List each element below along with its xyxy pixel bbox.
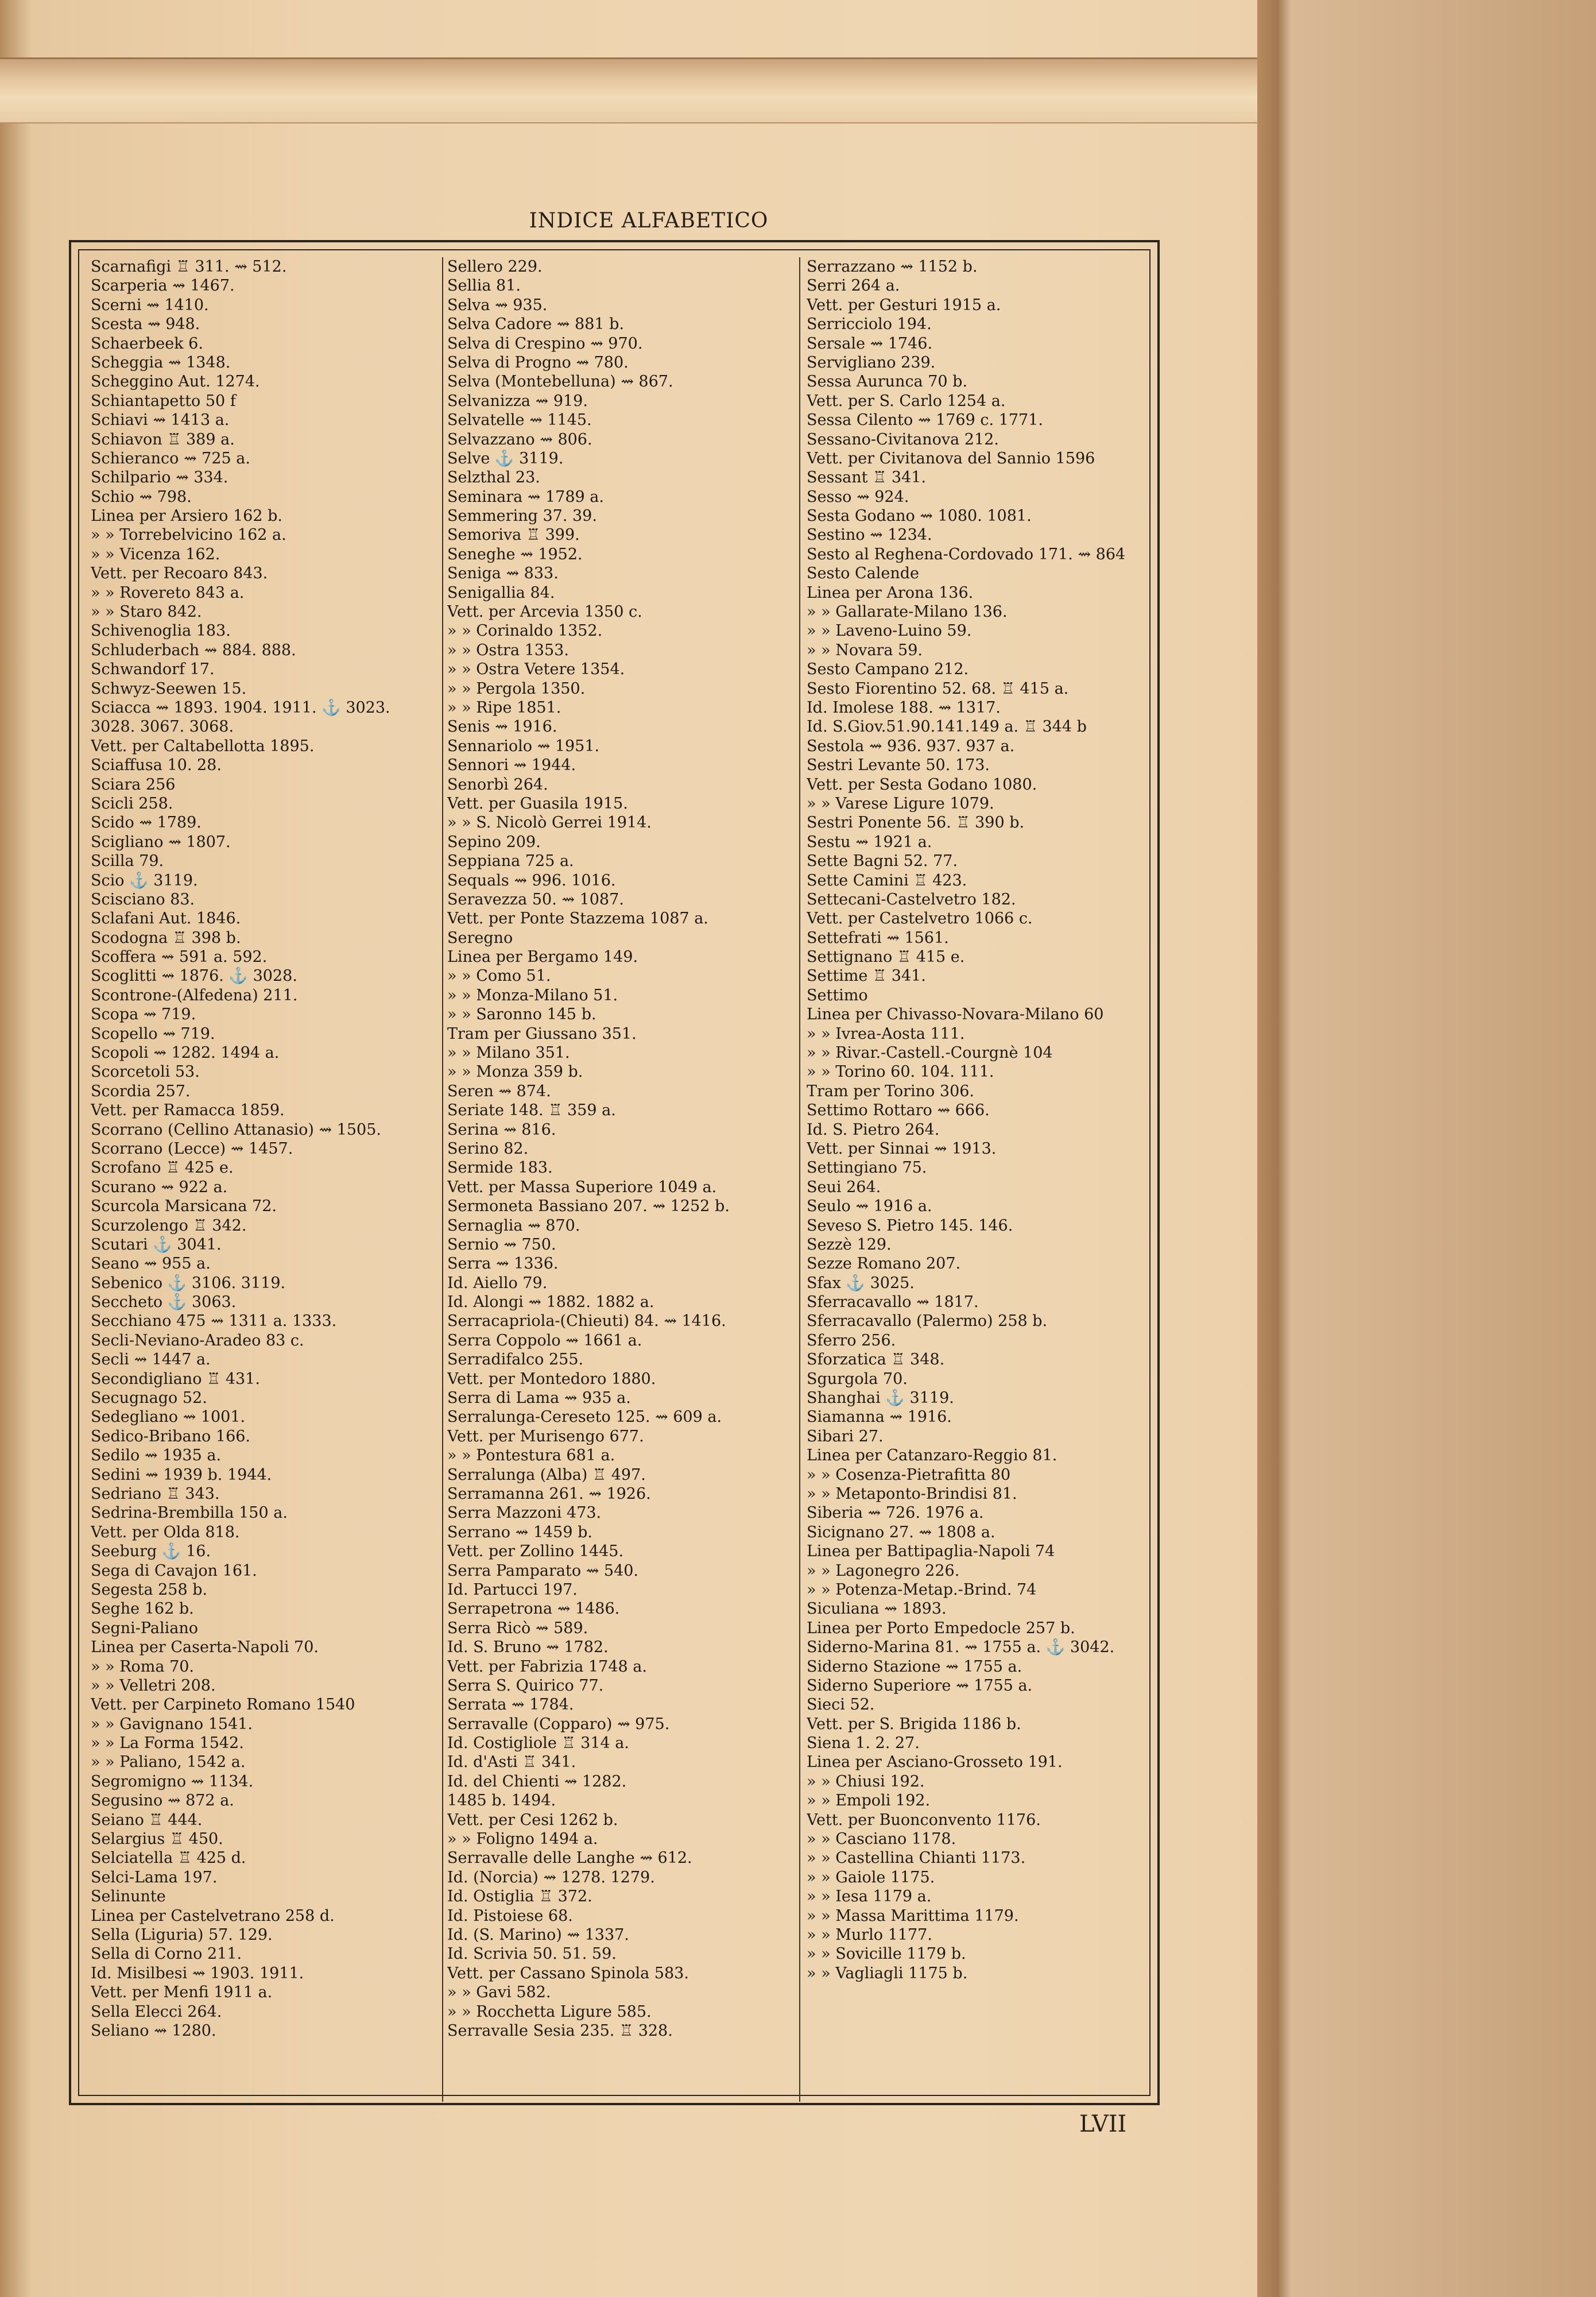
index-entry: Sieci 52. (807, 1696, 875, 1714)
index-entry: Secondigliano ♖ 431. (91, 1370, 260, 1388)
index-entry: » » Rivar.-Castell.-Courgnè 104 (807, 1044, 1053, 1062)
index-entry: Serri 264 a. (807, 277, 900, 295)
index-entry: » » Metaponto-Brindisi 81. (807, 1485, 1017, 1503)
index-entry: Seano ⇝ 955 a. (91, 1255, 211, 1273)
index-entry: Serramanna 261. ⇝ 1926. (447, 1485, 651, 1503)
index-entry: Siberia ⇝ 726. 1976 a. (807, 1504, 984, 1522)
index-entry: Sesso ⇝ 924. (807, 488, 909, 506)
index-entry: 1485 b. 1494. (447, 1792, 556, 1810)
index-entry: Vett. per Cesi 1262 b. (447, 1811, 618, 1829)
index-entry: Sicignano 27. ⇝ 1808 a. (807, 1523, 995, 1541)
index-entry: Sessant ♖ 341. (807, 469, 927, 487)
index-entry: Linea per Catanzaro-Reggio 81. (807, 1447, 1057, 1465)
index-entry: Settimo (807, 986, 868, 1004)
index-entry: » » Monza-Milano 51. (447, 986, 618, 1004)
index-entry: Segromigno ⇝ 1134. (91, 1772, 254, 1791)
index-entry: » » Iesa 1179 a. (807, 1888, 932, 1906)
index-entry: Settime ♖ 341. (807, 967, 926, 985)
index-entry: Schieranco ⇝ 725 a. (91, 449, 250, 467)
index-entry: » » Corinaldo 1352. (447, 622, 603, 640)
index-entry: Sesto Campano 212. (807, 660, 969, 679)
index-entry: Settecani-Castelvetro 182. (807, 890, 1016, 908)
index-entry: Serralunga-Cereseto 125. ⇝ 609 a. (447, 1408, 722, 1426)
index-entry: » » Pontestura 681 a. (447, 1447, 615, 1465)
index-entry: » » Saronno 145 b. (447, 1006, 596, 1024)
index-entry: Scheggia ⇝ 1348. (91, 353, 231, 372)
index-entry: » » Massa Marittima 1179. (807, 1907, 1019, 1925)
index-entry: Seravezza 50. ⇝ 1087. (447, 890, 624, 908)
index-entry: Schaerbeek 6. (91, 334, 203, 353)
index-entry: Sestu ⇝ 1921 a. (807, 833, 932, 851)
index-entry: Settingiano 75. (807, 1159, 927, 1177)
index-entry: Serravalle (Copparo) ⇝ 975. (447, 1715, 670, 1733)
index-entry: » » Gavignano 1541. (91, 1715, 253, 1733)
index-entry: Seeburg ⚓ 16. (91, 1542, 211, 1561)
index-entry: Scicli 258. (91, 794, 173, 813)
index-entry: Sernio ⇝ 750. (447, 1235, 556, 1254)
column-divider (799, 257, 800, 2102)
index-entry: Vett. per Massa Superiore 1049 a. (447, 1178, 717, 1196)
index-entry: Sersale ⇝ 1746. (807, 334, 933, 353)
index-entry: Sesto Calende (807, 564, 920, 583)
index-entry: Sernaglia ⇝ 870. (447, 1216, 580, 1235)
index-entry: Siculiana ⇝ 1893. (807, 1600, 947, 1618)
index-entry: Semoriva ♖ 399. (447, 526, 580, 544)
index-entry: Seulo ⇝ 1916 a. (807, 1197, 932, 1216)
index-entry: Sclafani Aut. 1846. (91, 910, 241, 928)
index-column-2 (447, 257, 797, 2040)
index-entry: Sedini ⇝ 1939 b. 1944. (91, 1465, 272, 1484)
index-entry: Serrano ⇝ 1459 b. (447, 1523, 592, 1541)
index-entry: Sferracavallo ⇝ 1817. (807, 1293, 979, 1312)
index-entry: Tram per Giussano 351. (447, 1024, 637, 1043)
index-entry: » » Cosenza-Pietrafitta 80 (807, 1465, 1011, 1484)
index-entry: Serra Mazzoni 473. (447, 1504, 602, 1522)
index-entry: Sella Elecci 264. (91, 2002, 222, 2021)
index-entry: Selva ⇝ 935. (447, 296, 548, 314)
index-entry: Id. (S. Marino) ⇝ 1337. (447, 1925, 629, 1944)
index-entry: Sennariolo ⇝ 1951. (447, 737, 600, 755)
index-entry: Scopello ⇝ 719. (91, 1024, 215, 1043)
index-entry: Sennori ⇝ 1944. (447, 756, 576, 775)
index-entry: » » Gallarate-Milano 136. (807, 603, 1008, 621)
index-entry: Secugnago 52. (91, 1389, 207, 1407)
index-entry: » » Ivrea-Aosta 111. (807, 1024, 965, 1043)
index-entry: Scido ⇝ 1789. (91, 814, 202, 832)
index-entry: Linea per Castelvetrano 258 d. (91, 1907, 335, 1925)
index-entry: Vett. per Carpineto Romano 1540 (91, 1696, 355, 1714)
index-entry: » » Torino 60. 104. 111. (807, 1063, 994, 1081)
index-entry: Scutari ⚓ 3041. (91, 1235, 222, 1254)
index-entry: 3028. 3067. 3068. (91, 718, 234, 736)
index-entry: Serralunga (Alba) ♖ 497. (447, 1465, 646, 1484)
index-entry: Id. (Norcia) ⇝ 1278. 1279. (447, 1868, 655, 1886)
page-fold (0, 57, 1297, 123)
index-entry: Settignano ♖ 415 e. (807, 948, 965, 966)
index-entry: Sesta Godano ⇝ 1080. 1081. (807, 507, 1032, 525)
index-entry: Siamanna ⇝ 1916. (807, 1408, 952, 1426)
index-entry: Scorcetoli 53. (91, 1063, 200, 1081)
index-entry: Shanghai ⚓ 3119. (807, 1389, 954, 1407)
index-entry: Sebenico ⚓ 3106. 3119. (91, 1274, 286, 1292)
page-number: LVII (1079, 2111, 1127, 2137)
index-entry: Vett. per Ponte Stazzema 1087 a. (447, 910, 708, 928)
index-entry: » » Rovereto 843 a. (91, 583, 245, 602)
index-entry: Serino 82. (447, 1139, 529, 1158)
index-entry: Sesto al Reghena-Cordovado 171. ⇝ 864 (807, 545, 1126, 563)
index-entry: Vett. per Zollino 1445. (447, 1542, 624, 1561)
index-entry: Sedegliano ⇝ 1001. (91, 1408, 246, 1426)
index-entry: Id. S. Pietro 264. (807, 1120, 940, 1139)
index-entry: Serra di Lama ⇝ 935 a. (447, 1389, 631, 1407)
index-entry: Scopoli ⇝ 1282. 1494 a. (91, 1044, 280, 1062)
index-entry: » » Potenza-Metap.-Brind. 74 (807, 1580, 1037, 1599)
index-entry: Schluderbach ⇝ 884. 888. (91, 641, 296, 659)
index-entry: Seneghe ⇝ 1952. (447, 545, 583, 563)
index-entry: Vett. per Olda 818. (91, 1523, 240, 1541)
index-entry: Selvatelle ⇝ 1145. (447, 411, 592, 430)
index-entry: » » Staro 842. (91, 603, 202, 621)
index-entry: » » Pergola 1350. (447, 679, 586, 698)
index-entry: Sciaffusa 10. 28. (91, 756, 222, 775)
index-entry: Linea per Asciano-Grosseto 191. (807, 1753, 1063, 1772)
index-entry: Sepino 209. (447, 833, 541, 851)
index-entry: » » S. Nicolò Gerrei 1914. (447, 814, 652, 832)
index-entry: Vett. per Montedoro 1880. (447, 1370, 656, 1388)
index-entry: Vett. per Recoaro 843. (91, 564, 268, 583)
index-entry: » » Lagonegro 226. (807, 1561, 960, 1580)
index-entry: Serra Coppolo ⇝ 1661 a. (447, 1331, 642, 1349)
index-entry: » » Paliano, 1542 a. (91, 1753, 246, 1772)
index-entry: Schiavi ⇝ 1413 a. (91, 411, 230, 430)
index-entry: Seveso S. Pietro 145. 146. (807, 1216, 1013, 1235)
index-entry: Serrata ⇝ 1784. (447, 1696, 574, 1714)
index-entry: Sette Camini ♖ 423. (807, 871, 967, 890)
index-entry: Linea per Caserta-Napoli 70. (91, 1638, 319, 1657)
index-entry: Id. del Chienti ⇝ 1282. (447, 1772, 627, 1791)
index-entry: Selva di Crespino ⇝ 970. (447, 334, 643, 353)
index-entry: Scerni ⇝ 1410. (91, 296, 209, 314)
index-entry: Seniga ⇝ 833. (447, 564, 559, 583)
index-entry: Secchiano 475 ⇝ 1311 a. 1333. (91, 1312, 337, 1331)
index-entry: Scoffera ⇝ 591 a. 592. (91, 948, 268, 966)
column-divider (442, 257, 443, 2102)
index-entry: Sferro 256. (807, 1331, 896, 1349)
index-entry: Serradifalco 255. (447, 1351, 584, 1369)
index-entry: Scesta ⇝ 948. (91, 315, 200, 334)
index-entry: Schwandorf 17. (91, 660, 215, 679)
index-entry: Vett. per Fabrizia 1748 a. (447, 1657, 647, 1676)
index-entry: Scoglitti ⇝ 1876. ⚓ 3028. (91, 967, 297, 985)
index-entry: » » Torrebelvicino 162 a. (91, 526, 286, 544)
index-entry: Senigallia 84. (447, 583, 555, 602)
index-entry: Sermide 183. (447, 1159, 553, 1177)
index-entry: Id. S. Bruno ⇝ 1782. (447, 1638, 609, 1657)
index-entry: Schio ⇝ 798. (91, 488, 192, 506)
page-header: INDICE ALFABETICO (529, 209, 769, 233)
index-entry: » » Milano 351. (447, 1044, 570, 1062)
index-entry: Servigliano 239. (807, 353, 936, 372)
index-entry: » » Gavi 582. (447, 1983, 551, 2002)
index-entry: » » Ostra 1353. (447, 641, 569, 659)
index-entry: Serrazzano ⇝ 1152 b. (807, 258, 978, 276)
index-entry: Serrapetrona ⇝ 1486. (447, 1600, 620, 1618)
index-entry: » » Vicenza 162. (91, 545, 220, 563)
index-entry: Sellero 229. (447, 258, 543, 276)
index-entry: Vett. per Sesta Godano 1080. (807, 775, 1037, 794)
index-entry: Sezze Romano 207. (807, 1255, 961, 1273)
index-entry: Selinunte (91, 1888, 166, 1906)
index-entry: Sforzatica ♖ 348. (807, 1351, 945, 1369)
index-entry: Segusino ⇝ 872 a. (91, 1792, 234, 1810)
index-entry: Vett. per Caltabellotta 1895. (91, 737, 315, 755)
index-entry: Id. Alongi ⇝ 1882. 1882 a. (447, 1293, 654, 1312)
index-entry: » » Foligno 1494 a. (447, 1830, 598, 1849)
index-entry: Schiavon ♖ 389 a. (91, 430, 235, 448)
index-entry: Siderno Stazione ⇝ 1755 a. (807, 1657, 1022, 1676)
index-entry: » » Castellina Chianti 1173. (807, 1849, 1026, 1867)
index-entry: Selva Cadore ⇝ 881 b. (447, 315, 624, 334)
index-entry: Segesta 258 b. (91, 1580, 208, 1599)
index-entry: Sessano-Civitanova 212. (807, 430, 999, 448)
index-entry: Vett. per S. Carlo 1254 a. (807, 392, 1006, 410)
index-entry: Serravalle delle Langhe ⇝ 612. (447, 1849, 692, 1867)
index-entry: Scigliano ⇝ 1807. (91, 833, 231, 851)
index-entry: Scilla 79. (91, 852, 164, 871)
index-entry: Semmering 37. 39. (447, 507, 597, 525)
index-entry: » » Rocchetta Ligure 585. (447, 2002, 652, 2021)
index-entry: » » Roma 70. (91, 1657, 195, 1676)
index-entry: Scorrano (Cellino Attanasio) ⇝ 1505. (91, 1120, 381, 1139)
index-entry: Sciacca ⇝ 1893. 1904. 1911. ⚓ 3023. (91, 698, 390, 717)
index-entry: Linea per Bergamo 149. (447, 948, 638, 966)
index-entry: Sessa Cilento ⇝ 1769 c. 1771. (807, 411, 1043, 430)
index-entry: Scurcola Marsicana 72. (91, 1197, 277, 1216)
index-entry: Seriate 148. ♖ 359 a. (447, 1101, 616, 1120)
index-entry: Sfax ⚓ 3025. (807, 1274, 915, 1292)
index-entry: Settimo Rottaro ⇝ 666. (807, 1101, 990, 1120)
index-entry: Sgurgola 70. (807, 1370, 908, 1388)
index-entry: Sestola ⇝ 936. 937. 937 a. (807, 737, 1015, 755)
index-entry: Id. Aiello 79. (447, 1274, 548, 1292)
index-entry: Id. S.Giov.51.90.141.149 a. ♖ 344 b (807, 718, 1087, 736)
index-entry: Scurzolengo ♖ 342. (91, 1216, 247, 1235)
index-entry: Vett. per Ramacca 1859. (91, 1101, 285, 1120)
index-entry: Scurano ⇝ 922 a. (91, 1178, 228, 1196)
index-entry: Senorbì 264. (447, 775, 548, 794)
index-entry: Selzthal 23. (447, 469, 540, 487)
index-entry: » » Velletri 208. (91, 1676, 216, 1695)
index-entry: Siderno-Marina 81. ⇝ 1755 a. ⚓ 3042. (807, 1638, 1115, 1657)
index-entry: Serricciolo 194. (807, 315, 932, 334)
index-entry: Sciara 256 (91, 775, 176, 794)
index-entry: » » Empoli 192. (807, 1792, 931, 1810)
index-entry: Id. Scrivia 50. 51. 59. (447, 1945, 617, 1963)
index-entry: Serra Pamparato ⇝ 540. (447, 1561, 639, 1580)
index-entry: Scorrano (Lecce) ⇝ 1457. (91, 1139, 293, 1158)
index-entry: Sedilo ⇝ 1935 a. (91, 1447, 222, 1465)
index-column-1 (91, 257, 438, 2040)
index-entry: » » Como 51. (447, 967, 551, 985)
index-entry: » » Novara 59. (807, 641, 923, 659)
index-entry: Scarperia ⇝ 1467. (91, 277, 235, 295)
index-entry: Vett. per Cassano Spinola 583. (447, 1964, 689, 1982)
index-entry: Serra Ricò ⇝ 589. (447, 1619, 588, 1637)
index-entry: Seminara ⇝ 1789 a. (447, 488, 604, 506)
index-entry: Sestino ⇝ 1234. (807, 526, 932, 544)
index-entry: » » Gaiole 1175. (807, 1868, 935, 1886)
index-entry: » » Sovicille 1179 b. (807, 1945, 966, 1963)
index-entry: Siena 1. 2. 27. (807, 1734, 920, 1753)
index-entry: Sestri Ponente 56. ♖ 390 b. (807, 814, 1025, 832)
index-entry: Sega di Cavajon 161. (91, 1561, 257, 1580)
index-entry: Vett. per Sinnai ⇝ 1913. (807, 1139, 997, 1158)
index-entry: Serina ⇝ 816. (447, 1120, 556, 1139)
index-entry: Scio ⚓ 3119. (91, 871, 198, 890)
index-entry: Vett. per Civitanova del Sannio 1596 (807, 449, 1095, 467)
index-entry: Selargius ♖ 450. (91, 1830, 223, 1849)
index-entry: Vett. per S. Brigida 1186 b. (807, 1715, 1021, 1733)
index-entry: » » La Forma 1542. (91, 1734, 244, 1753)
index-entry: Serra ⇝ 1336. (447, 1255, 559, 1273)
index-entry: Sezzè 129. (807, 1235, 892, 1254)
index-entry: Sella di Corno 211. (91, 1945, 242, 1963)
index-entry: Seghe 162 b. (91, 1600, 194, 1618)
index-entry: Id. Misilbesi ⇝ 1903. 1911. (91, 1964, 304, 1982)
index-entry: Seren ⇝ 874. (447, 1082, 551, 1100)
index-entry: Secli ⇝ 1447 a. (91, 1351, 211, 1369)
index-entry: Scopa ⇝ 719. (91, 1006, 196, 1024)
index-entry: Scodogna ♖ 398 b. (91, 929, 241, 947)
index-entry: Siderno Superiore ⇝ 1755 a. (807, 1676, 1033, 1695)
index-entry: Schwyz-Seewen 15. (91, 679, 247, 698)
index-entry: Scarnafigi ♖ 311. ⇝ 512. (91, 258, 287, 276)
index-entry: Sermoneta Bassiano 207. ⇝ 1252 b. (447, 1197, 730, 1216)
index-entry: Seiano ♖ 444. (91, 1811, 203, 1829)
index-entry: Senis ⇝ 1916. (447, 718, 557, 736)
index-entry: Vett. per Menfi 1911 a. (91, 1983, 273, 2002)
index-entry: Id. Pistoiese 68. (447, 1907, 573, 1925)
index-entry: Segni-Paliano (91, 1619, 198, 1637)
index-entry: Schivenoglia 183. (91, 622, 231, 640)
index-entry: Sedrina-Brembilla 150 a. (91, 1504, 288, 1522)
index-entry: Scontrone-(Alfedena) 211. (91, 986, 298, 1004)
index-entry: Linea per Arona 136. (807, 583, 974, 602)
index-entry: Id. d'Asti ♖ 341. (447, 1753, 576, 1772)
index-entry: Tram per Torino 306. (807, 1082, 975, 1100)
index-entry: Vett. per Castelvetro 1066 c. (807, 910, 1033, 928)
index-entry: Selva di Progno ⇝ 780. (447, 353, 629, 372)
index-entry: Seccheto ⚓ 3063. (91, 1293, 237, 1312)
index-entry: Id. Partucci 197. (447, 1580, 578, 1599)
index-entry: Sella (Liguria) 57. 129. (91, 1925, 273, 1944)
index-entry: » » Laveno-Luino 59. (807, 622, 972, 640)
index-entry: Sequals ⇝ 996. 1016. (447, 871, 616, 890)
index-entry: Vett. per Gesturi 1915 a. (807, 296, 1001, 314)
index-entry: Selve ⚓ 3119. (447, 449, 564, 467)
index-entry: Sessa Aurunca 70 b. (807, 373, 968, 391)
index-entry: Schiantapetto 50 f (91, 392, 236, 410)
index-entry: » » Murlo 1177. (807, 1925, 932, 1944)
index-entry: Id. Imolese 188. ⇝ 1317. (807, 698, 1001, 717)
index-entry: Sesto Fiorentino 52. 68. ♖ 415 a. (807, 679, 1069, 698)
index-entry: Schilpario ⇝ 334. (91, 469, 228, 487)
index-entry: Sferracavallo (Palermo) 258 b. (807, 1312, 1048, 1331)
index-entry: Linea per Chivasso-Novara-Milano 60 (807, 1006, 1104, 1024)
index-entry: Settefrati ⇝ 1561. (807, 929, 949, 947)
index-entry: » » Casciano 1178. (807, 1830, 956, 1849)
index-entry: Selvanizza ⇝ 919. (447, 392, 588, 410)
index-column-3 (807, 257, 1151, 1983)
index-entry: Vett. per Arcevia 1350 c. (447, 603, 642, 621)
index-entry: » » Ripe 1851. (447, 698, 561, 717)
index-entry: Seliano ⇝ 1280. (91, 2021, 216, 2040)
index-entry: Vett. per Murisengo 677. (447, 1427, 644, 1445)
index-entry: » » Varese Ligure 1079. (807, 794, 994, 813)
index-entry: Scrofano ♖ 425 e. (91, 1159, 234, 1177)
index-entry: Seui 264. (807, 1178, 881, 1196)
index-entry: Scordia 257. (91, 1082, 191, 1100)
index-entry: Sestri Levante 50. 173. (807, 756, 990, 775)
index-entry: Seregno (447, 929, 513, 947)
index-entry: Scisciano 83. (91, 890, 195, 908)
index-entry: Sedriano ♖ 343. (91, 1485, 220, 1503)
index-entry: Linea per Porto Empedocle 257 b. (807, 1619, 1075, 1637)
index-entry: Sellia 81. (447, 277, 521, 295)
index-entry: » » Ostra Vetere 1354. (447, 660, 625, 679)
index-entry: Serra S. Quirico 77. (447, 1676, 604, 1695)
index-entry: Id. Ostiglia ♖ 372. (447, 1888, 592, 1906)
index-entry: Selci-Lama 197. (91, 1868, 218, 1886)
index-entry: Selvazzano ⇝ 806. (447, 430, 592, 448)
index-entry: Seppiana 725 a. (447, 852, 574, 871)
index-entry: » » Chiusi 192. (807, 1772, 925, 1791)
index-entry: Vett. per Buonconvento 1176. (807, 1811, 1041, 1829)
index-entry: » » Monza 359 b. (447, 1063, 583, 1081)
index-entry: Sette Bagni 52. 77. (807, 852, 958, 871)
index-entry: Sibari 27. (807, 1427, 884, 1445)
index-entry: Vett. per Guasila 1915. (447, 794, 628, 813)
index-entry: Selva (Montebelluna) ⇝ 867. (447, 373, 673, 391)
index-entry: Serravalle Sesia 235. ♖ 328. (447, 2021, 673, 2040)
index-entry: Linea per Battipaglia-Napoli 74 (807, 1542, 1055, 1561)
index-entry: Selciatella ♖ 425 d. (91, 1849, 246, 1867)
index-entry: Sedico-Bribano 166. (91, 1427, 251, 1445)
index-entry: Secli-Neviano-Aradeo 83 c. (91, 1331, 304, 1349)
index-entry: Linea per Arsiero 162 b. (91, 507, 282, 525)
index-entry: Scheggino Aut. 1274. (91, 373, 260, 391)
index-entry: Serracapriola-(Chieuti) 84. ⇝ 1416. (447, 1312, 726, 1331)
page-edge-shadow (1257, 0, 1596, 2297)
index-entry: » » Vagliagli 1175 b. (807, 1964, 968, 1982)
index-entry: Id. Costigliole ♖ 314 a. (447, 1734, 629, 1753)
